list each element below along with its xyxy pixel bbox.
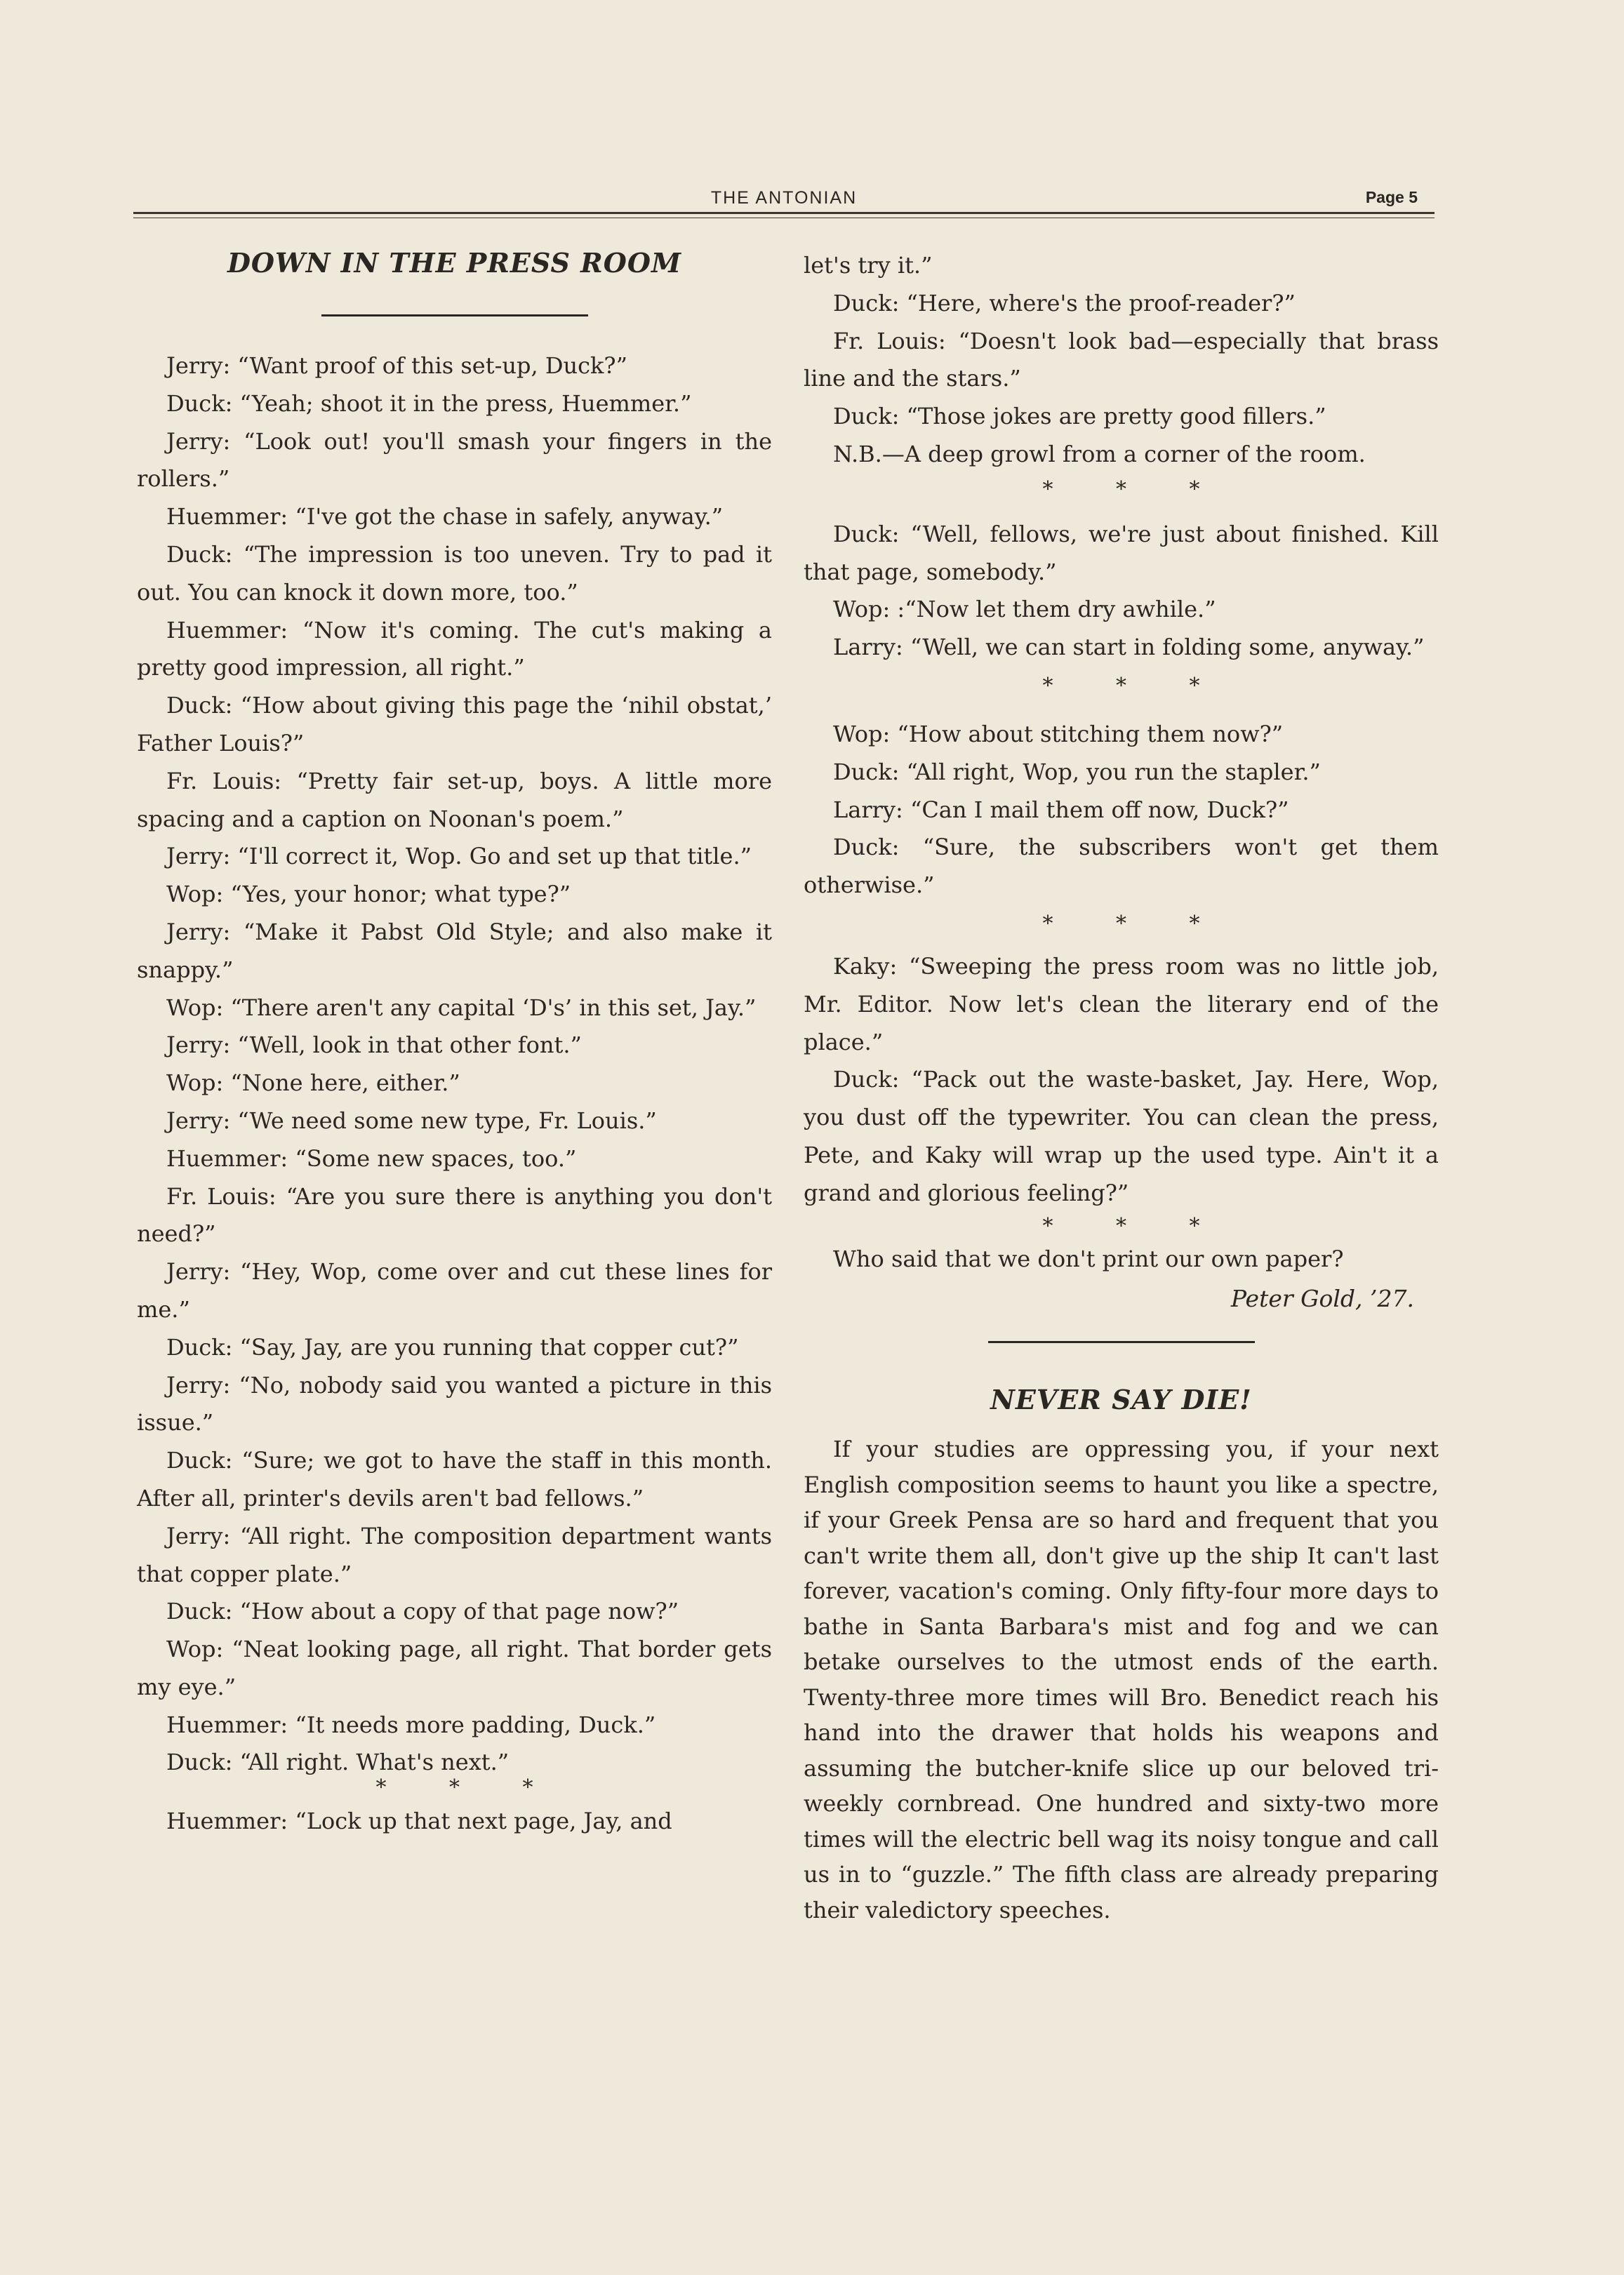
dialogue-line: Duck: “All right. What's next.” [166,1749,510,1776]
page-header [133,188,1435,213]
dialogue-line: Wop: “There aren't any capital ‘D's’ in this set, Jay.” [166,994,757,1021]
dialogue-group-4 [804,948,1439,1213]
dialogue-line: Jerry: “I'll correct it, Wop. Go and set up that title.” [166,843,752,870]
dialogue-line: Jerry: “Hey, Wop, come over and cut these lines for me.” [137,1258,772,1323]
dialogue-line: Duck: “Well, fellows, we're just about finished. Kill that page, somebody.” [804,520,1439,585]
dialogue-line: Jerry: “Make it Pabst Old Style; and also make it snappy.” [137,918,772,983]
article-title-never-say-die: NEVER SAY DIE! [990,1384,1252,1416]
dialogue-line: Larry: “Well, we can start in folding some, anyway.” [833,634,1425,661]
dialogue-line: Duck: “Pack out the waste-basket, Jay. Here, Wop, you dust off the typewriter. You can clean the press, Pete, and Kaky will wrap up the used type. Ain't it a grand and glorious feeling?” [804,1066,1439,1206]
article-title-press-room: DOWN IN THE PRESS ROOM [227,247,682,279]
dialogue-line: Duck: “Those jokes are pretty good fillers.” [833,403,1326,430]
dialogue-line: Huemmer: “It needs more padding, Duck.” [166,1711,656,1738]
dialogue-line: Wop: “Yes, your honor; what type?” [166,881,571,908]
dialogue-line: Duck: “How about a copy of that page now?” [166,1598,679,1625]
publication-title: THE ANTONIAN [710,188,858,208]
dialogue-group-1 [804,285,1439,474]
dialogue-line: Kaky: “Sweeping the press room was no little job, Mr. Editor. Now let's clean the literary end of the place.” [804,952,1439,1055]
section-break-stars: * * * [1042,911,1228,936]
dialogue-line: Huemmer: “Lock up that next page, Jay, and [166,1808,672,1835]
left-column [137,239,772,1841]
dialogue-line: Jerry: “We need some new type, Fr. Louis.” [166,1107,657,1134]
section-break-stars: * * * [1042,476,1228,502]
dialogue-line: Fr. Louis: “Are you sure there is anything you don't need?” [137,1182,772,1248]
dialogue-line: Jerry: “All right. The composition department wants that copper plate.” [137,1522,772,1587]
dialogue-continuation: let's try it.” [804,252,933,279]
section-break-stars: * * * [1042,673,1228,698]
dialogue-line: Duck: “The impression is too uneven. Try to pad it out. You can knock it down more, too.” [137,540,772,606]
dialogue-line: Duck: “Here, where's the proof-reader?” [833,289,1296,316]
page-number: Page 5 [1365,188,1418,206]
dialogue-line: Jerry: “Look out! you'll smash your fingers in the rollers.” [137,427,772,493]
dialogue-line: Duck: “Sure; we got to have the staff in this month. After all, printer's devils aren't bad fellows.” [137,1447,772,1512]
closing-line: Who said that we don't print our own paper? [833,1245,1344,1272]
dialogue-group-2 [804,516,1439,667]
dialogue-line: Jerry: “Well, look in that other font.” [166,1032,582,1059]
dialogue-line: Wop: “None here, either.” [166,1069,460,1097]
right-column [804,247,1439,1928]
dialogue-line: Huemmer: “I've got the chase in safely, anyway.” [166,503,724,531]
article-body: If your studies are oppressing you, if your next English composition seems to haunt you like a spectre, if your Greek Pensa are so hard and frequent that you can't write them all, don't give up the ship It can't last forever, vacation's coming. Only fifty-four more days to bathe in Santa Barbara's mist and fog and we can betake ourselves to the utmost ends of the earth. Twenty-three more times will Bro. Benedict reach his hand into the drawer that holds his weapons and assuming the butcher-knife slice up our beloved tri-weekly cornbread. One hundred and sixty-two more times will the electric bell wag its noisy tongue and call us in to “guzzle.” The fifth class are already preparing their valedictory speeches. [804,1436,1439,1923]
dialogue-list-left [137,347,772,1782]
dialogue-line: Huemmer: “Now it's coming. The cut's making a pretty good impression, all right.” [137,616,772,681]
dialogue-line: Larry: “Can I mail them off now, Duck?” [833,796,1289,823]
header-rule-thick [133,212,1435,214]
author-signature: Peter Gold, ’27. [1230,1285,1414,1313]
section-break-stars: * * * [375,1775,561,1801]
dialogue-line: Fr. Louis: “Doesn't look bad—especially that brass line and the stars.” [804,327,1439,392]
dialogue-line: Wop: “How about stitching them now?” [833,720,1284,747]
dialogue-line: Fr. Louis: “Pretty fair set-up, boys. A little more spacing and a caption on Noonan's poem.” [137,767,772,832]
dialogue-group-3 [804,716,1439,905]
dialogue-line: Duck: “All right, Wop, you run the stapler.” [833,758,1321,785]
dialogue-line: Duck: “Say, Jay, are you running that copper cut?” [166,1333,739,1361]
dialogue-line: Huemmer: “Some new spaces, too.” [166,1145,577,1172]
dialogue-line: Jerry: “Want proof of this set-up, Duck?” [166,352,627,379]
dialogue-line: Wop: “Neat looking page, all right. That border gets my eye.” [137,1636,772,1700]
dialogue-line: Duck: “Yeah; shoot it in the press, Huemmer.” [166,389,692,417]
dialogue-line: Duck: “How about giving this page the ‘nihil obstat,’ Father Louis?” [137,692,772,756]
section-break-stars: * * * [1042,1213,1228,1239]
dialogue-line: N.B.—A deep growl from a corner of the room. [833,440,1366,467]
dialogue-line: Duck: “Sure, the subscribers won't get them otherwise.” [804,834,1439,899]
dialogue-line: Wop: :“Now let them dry awhile.” [833,596,1216,623]
dialogue-line: Jerry: “No, nobody said you wanted a picture in this issue.” [137,1371,772,1436]
